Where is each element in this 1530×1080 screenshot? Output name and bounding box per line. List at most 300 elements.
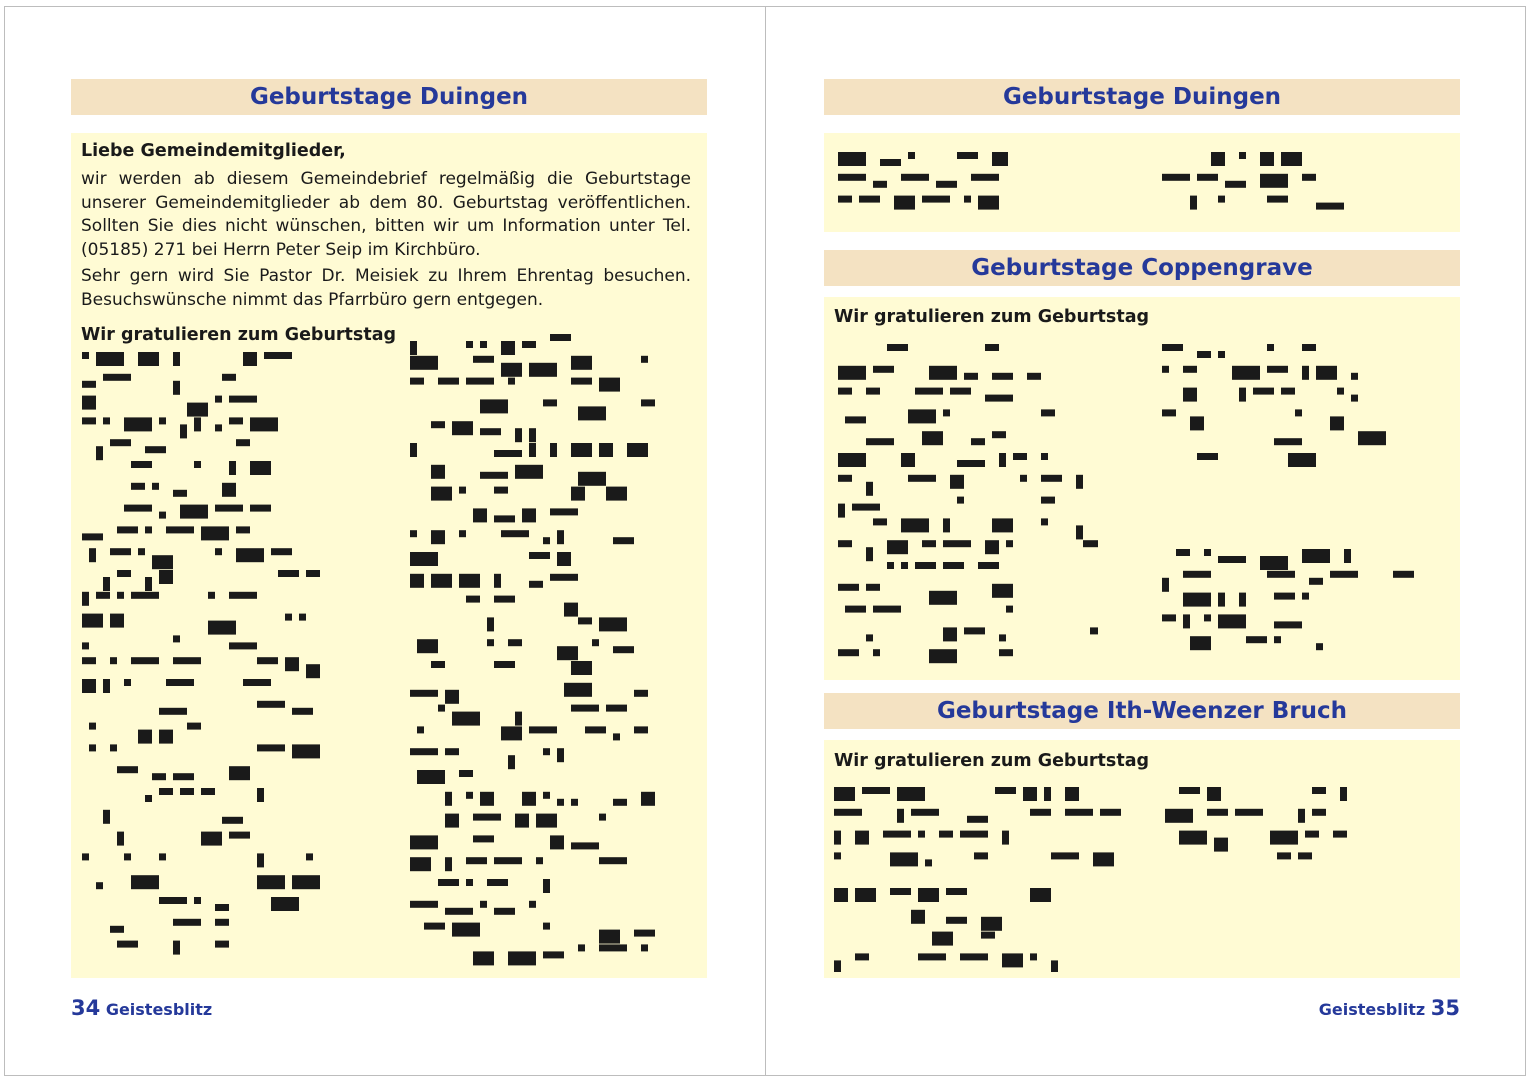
redaction-block bbox=[410, 857, 431, 871]
redaction-block bbox=[897, 809, 904, 823]
redaction-block bbox=[992, 152, 1008, 166]
redaction-block bbox=[838, 584, 859, 591]
redaction-block bbox=[201, 526, 229, 540]
footer-right bbox=[1319, 996, 1460, 1020]
redaction-block bbox=[634, 690, 648, 697]
redaction-block bbox=[873, 649, 880, 656]
redaction-block bbox=[410, 378, 424, 385]
intro-paragraph: wir werden ab diesem Gemeindebrief regelmäßig die Geburtstage unserer Gemeindemitglieder ab dem 80. Geburtstag veröffentlichen. Sollten Sie dies nicht wünschen, bitten wir um Information unter Tel. (05185) 271 bei Herrn Peter Seip im Kirchbüro. bbox=[81, 169, 691, 260]
redaction-block bbox=[180, 788, 194, 795]
redaction-block bbox=[571, 705, 599, 712]
redaction-block bbox=[838, 475, 852, 482]
redaction-block bbox=[1218, 196, 1225, 203]
redaction-block bbox=[494, 596, 515, 603]
redaction-block bbox=[911, 910, 925, 924]
redaction-block bbox=[838, 540, 852, 547]
redaction-block bbox=[838, 152, 866, 166]
redaction-block bbox=[459, 770, 473, 777]
redaction-block bbox=[995, 787, 1016, 794]
redaction-block bbox=[201, 832, 222, 846]
redaction-block bbox=[571, 661, 592, 675]
redaction-block bbox=[1239, 152, 1246, 159]
redaction-block bbox=[613, 646, 634, 653]
redaction-block bbox=[173, 490, 187, 497]
redaction-block bbox=[1330, 416, 1344, 430]
redaction-block bbox=[117, 941, 138, 948]
redaction-block bbox=[173, 919, 201, 926]
redaction-block bbox=[124, 679, 131, 686]
redaction-block bbox=[117, 570, 131, 577]
header-geburtstage-duingen-right: Geburtstage Duingen bbox=[824, 79, 1460, 115]
redaction-block bbox=[243, 352, 257, 366]
redaction-block bbox=[1267, 196, 1288, 203]
redaction-block bbox=[918, 953, 946, 960]
redaction-block bbox=[529, 428, 536, 442]
redaction-block bbox=[992, 431, 1006, 438]
redaction-block bbox=[1232, 366, 1260, 380]
redaction-block bbox=[82, 853, 89, 860]
redaction-block bbox=[410, 356, 438, 370]
redaction-block bbox=[438, 705, 445, 712]
redaction-block bbox=[1183, 366, 1197, 373]
redaction-block bbox=[1076, 525, 1083, 539]
redaction-block bbox=[943, 562, 964, 569]
redaction-block bbox=[529, 363, 557, 377]
redaction-block bbox=[529, 901, 536, 908]
redaction-block bbox=[834, 888, 848, 902]
redaction-block bbox=[571, 842, 599, 849]
redaction-block bbox=[1218, 556, 1246, 563]
redaction-block bbox=[529, 552, 550, 559]
footer-left bbox=[71, 996, 212, 1020]
redaction-block bbox=[250, 417, 278, 431]
redaction-block bbox=[180, 424, 187, 438]
redaction-block bbox=[1253, 388, 1274, 395]
redaction-block bbox=[529, 581, 543, 588]
redaction-block bbox=[634, 726, 648, 733]
redaction-block bbox=[96, 446, 103, 460]
redaction-block bbox=[901, 518, 929, 532]
redaction-block bbox=[838, 388, 852, 395]
redaction-block bbox=[1337, 388, 1344, 395]
redaction-block bbox=[1204, 549, 1211, 556]
redaction-block bbox=[1090, 627, 1098, 634]
redaction-block bbox=[1197, 174, 1218, 181]
redaction-block bbox=[159, 897, 187, 904]
redaction-block bbox=[292, 708, 313, 715]
redaction-block bbox=[438, 378, 459, 385]
redaction-block bbox=[915, 562, 936, 569]
redaction-block bbox=[194, 461, 201, 468]
redaction-block bbox=[117, 766, 138, 773]
redaction-block bbox=[1013, 453, 1027, 460]
redaction-block bbox=[1214, 838, 1228, 852]
redaction-block bbox=[999, 634, 1006, 641]
redaction-block bbox=[131, 875, 159, 889]
redaction-block bbox=[536, 814, 557, 828]
redaction-block bbox=[459, 574, 480, 588]
redaction-block bbox=[866, 388, 880, 395]
redaction-block bbox=[571, 378, 592, 385]
redaction-block bbox=[529, 443, 536, 457]
redaction-block bbox=[306, 853, 313, 860]
redaction-block bbox=[890, 852, 918, 866]
redaction-block bbox=[873, 606, 901, 613]
redaction-block bbox=[480, 341, 487, 348]
redaction-block bbox=[459, 487, 466, 494]
redaction-block bbox=[960, 831, 988, 838]
redaction-block bbox=[529, 726, 557, 733]
redaction-block bbox=[834, 852, 841, 859]
redaction-block bbox=[1207, 809, 1228, 816]
redaction-block bbox=[152, 555, 173, 569]
redaction-block bbox=[985, 540, 999, 554]
redaction-block bbox=[508, 951, 536, 965]
redaction-block bbox=[992, 373, 1013, 380]
redaction-block bbox=[971, 438, 985, 445]
redaction-block bbox=[1162, 578, 1169, 592]
redaction-block bbox=[1351, 373, 1358, 380]
header-geburtstage-duingen-left: Geburtstage Duingen bbox=[71, 79, 707, 115]
redaction-block bbox=[557, 646, 578, 660]
redaction-block bbox=[883, 831, 911, 838]
redaction-block bbox=[550, 574, 578, 581]
redaction-block bbox=[550, 443, 557, 457]
redaction-block bbox=[1316, 643, 1323, 650]
redaction-block bbox=[550, 508, 578, 515]
redaction-block bbox=[271, 548, 292, 555]
redaction-block bbox=[866, 634, 873, 641]
redaction-block bbox=[452, 712, 480, 726]
redaction-block bbox=[1274, 621, 1302, 628]
redacted-list-ith-col1 bbox=[834, 783, 1124, 873]
redaction-block bbox=[501, 530, 529, 537]
redaction-block bbox=[124, 853, 131, 860]
redaction-block bbox=[901, 174, 929, 181]
redaction-block bbox=[855, 953, 869, 960]
redaction-block bbox=[96, 882, 103, 889]
redaction-block bbox=[929, 649, 957, 663]
redaction-block bbox=[410, 690, 438, 697]
redaction-block bbox=[1302, 549, 1330, 563]
redaction-block bbox=[292, 875, 320, 889]
redaction-block bbox=[599, 930, 620, 944]
redaction-block bbox=[873, 518, 887, 525]
congrats-heading-ith: Wir gratulieren zum Geburtstag bbox=[834, 751, 1150, 771]
redaction-block bbox=[417, 639, 438, 653]
redaction-block bbox=[522, 792, 536, 806]
redaction-block bbox=[855, 831, 869, 845]
redaction-block bbox=[410, 901, 438, 908]
redaction-block bbox=[417, 726, 424, 733]
redaction-block bbox=[1260, 174, 1288, 188]
redacted-list-coppengrave-col1 bbox=[838, 340, 1098, 670]
redaction-block bbox=[82, 381, 96, 388]
redaction-block bbox=[1267, 366, 1288, 373]
redaction-block bbox=[1041, 453, 1048, 460]
redaction-block bbox=[536, 857, 543, 864]
redaction-block bbox=[950, 388, 971, 395]
redaction-block bbox=[222, 483, 236, 497]
redaction-block bbox=[410, 443, 417, 457]
redaction-block bbox=[911, 809, 939, 816]
redaction-block bbox=[606, 705, 627, 712]
redaction-block bbox=[838, 453, 866, 467]
redaction-block bbox=[887, 540, 908, 554]
redaction-block bbox=[1002, 953, 1023, 967]
redaction-block bbox=[1065, 787, 1079, 801]
redaction-block bbox=[473, 356, 494, 363]
redaction-block bbox=[1267, 571, 1295, 578]
redaction-block bbox=[257, 744, 285, 751]
redaction-block bbox=[641, 399, 655, 406]
redaction-block bbox=[543, 879, 550, 893]
redaction-block bbox=[159, 708, 187, 715]
redaction-block bbox=[564, 603, 578, 617]
redaction-block bbox=[410, 748, 438, 755]
redaction-block bbox=[1309, 578, 1323, 585]
redaction-block bbox=[1274, 593, 1295, 600]
redaction-block bbox=[250, 461, 271, 475]
redaction-block bbox=[229, 766, 250, 780]
redaction-block bbox=[1041, 497, 1055, 504]
redaction-block bbox=[957, 460, 985, 467]
redaction-block bbox=[599, 944, 627, 951]
redaction-block bbox=[445, 748, 459, 755]
redaction-block bbox=[1002, 831, 1009, 845]
redaction-block bbox=[1065, 809, 1093, 816]
redaction-block bbox=[473, 814, 501, 821]
redaction-block bbox=[908, 152, 915, 159]
redaction-block bbox=[1344, 549, 1351, 563]
redaction-block bbox=[1197, 453, 1218, 460]
redaction-block bbox=[943, 409, 950, 416]
redaction-block bbox=[1302, 366, 1309, 380]
redaction-block bbox=[173, 773, 194, 780]
redaction-block bbox=[845, 606, 866, 613]
redaction-block bbox=[257, 853, 264, 867]
redaction-block bbox=[173, 657, 201, 664]
redaction-block bbox=[1044, 787, 1051, 801]
redaction-block bbox=[173, 941, 180, 955]
redaction-block bbox=[508, 755, 515, 769]
redaction-block bbox=[285, 614, 292, 621]
redaction-block bbox=[473, 835, 494, 842]
redaction-block bbox=[634, 930, 655, 937]
redaction-block bbox=[543, 399, 557, 406]
redaction-block bbox=[1218, 614, 1246, 628]
redaction-block bbox=[946, 888, 967, 895]
redaction-block bbox=[1239, 388, 1246, 402]
redaction-block bbox=[922, 431, 943, 445]
redaction-block bbox=[494, 487, 508, 494]
redaction-block bbox=[592, 639, 599, 646]
redaction-block bbox=[159, 788, 173, 795]
redaction-block bbox=[215, 548, 222, 555]
redaction-block bbox=[110, 439, 131, 446]
redaction-block bbox=[173, 381, 180, 395]
redaction-block bbox=[964, 373, 978, 380]
redaction-block bbox=[494, 908, 515, 915]
redaction-block bbox=[894, 196, 915, 210]
redaction-block bbox=[834, 809, 862, 816]
redaction-block bbox=[838, 366, 866, 380]
redaction-block bbox=[243, 679, 271, 686]
redaction-block bbox=[999, 453, 1006, 467]
redaction-block bbox=[166, 526, 194, 533]
redaction-block bbox=[466, 596, 480, 603]
redaction-block bbox=[1041, 475, 1062, 482]
redaction-block bbox=[1162, 344, 1183, 351]
redaction-block bbox=[187, 723, 201, 730]
redaction-block bbox=[978, 196, 999, 210]
redaction-block bbox=[124, 417, 152, 431]
redaction-block bbox=[855, 888, 876, 902]
redaction-block bbox=[929, 366, 957, 380]
redaction-block bbox=[862, 787, 890, 794]
redaction-block bbox=[1197, 351, 1211, 358]
redaction-block bbox=[1076, 475, 1083, 489]
redaction-block bbox=[522, 341, 536, 348]
redaction-block bbox=[1298, 852, 1312, 859]
redaction-block bbox=[897, 787, 925, 801]
redaction-block bbox=[431, 661, 445, 668]
redaction-block bbox=[571, 443, 592, 457]
redaction-block bbox=[543, 537, 550, 544]
redaction-block bbox=[1020, 475, 1027, 482]
redaction-block bbox=[557, 552, 571, 566]
redaction-block bbox=[473, 951, 494, 965]
redaction-block bbox=[578, 472, 606, 486]
redaction-block bbox=[138, 548, 145, 555]
redaction-block bbox=[571, 799, 578, 806]
redaction-block bbox=[943, 627, 957, 641]
redaction-block bbox=[1211, 152, 1225, 166]
redaction-block bbox=[480, 399, 508, 413]
redaction-block bbox=[838, 649, 859, 656]
redaction-block bbox=[501, 726, 522, 740]
redaction-block bbox=[180, 505, 208, 519]
page-number-right: 35 bbox=[1430, 996, 1460, 1020]
redaction-block bbox=[466, 857, 487, 864]
redaction-block bbox=[159, 417, 166, 424]
redaction-block bbox=[887, 344, 908, 351]
redaction-block bbox=[96, 592, 110, 599]
redaction-block bbox=[445, 690, 459, 704]
redaction-block bbox=[236, 548, 264, 562]
redaction-block bbox=[1246, 636, 1267, 643]
redaction-block bbox=[1295, 409, 1302, 416]
redaction-block bbox=[431, 421, 445, 428]
redaction-block bbox=[845, 416, 866, 423]
redaction-block bbox=[264, 352, 292, 359]
redaction-block bbox=[145, 577, 152, 591]
redaction-block bbox=[1027, 373, 1041, 380]
redaction-block bbox=[1100, 809, 1121, 816]
redaction-block bbox=[1176, 549, 1190, 556]
redaction-block bbox=[501, 363, 522, 377]
redaction-block bbox=[145, 526, 152, 533]
redaction-block bbox=[466, 341, 473, 348]
redaction-block bbox=[82, 657, 96, 664]
redaction-block bbox=[159, 730, 173, 744]
redaction-block bbox=[543, 923, 550, 930]
redaction-block bbox=[194, 897, 201, 904]
redaction-block bbox=[410, 552, 438, 566]
redaction-block bbox=[117, 832, 124, 846]
redaction-block bbox=[866, 438, 894, 445]
redaction-block bbox=[971, 174, 999, 181]
redaction-block bbox=[82, 533, 103, 540]
redaction-block bbox=[873, 366, 894, 373]
redaction-block bbox=[922, 540, 936, 547]
congrats-heading-coppengrave: Wir gratulieren zum Geburtstag bbox=[834, 307, 1150, 327]
redaction-block bbox=[145, 795, 152, 802]
redacted-list-ith-col2 bbox=[1165, 783, 1365, 873]
redaction-block bbox=[110, 657, 117, 664]
redaction-block bbox=[131, 461, 152, 468]
redaction-block bbox=[208, 621, 236, 635]
redaction-block bbox=[1274, 438, 1302, 445]
redaction-block bbox=[557, 799, 564, 806]
redaction-block bbox=[1162, 614, 1176, 621]
redaction-block bbox=[229, 417, 243, 424]
redaction-block bbox=[82, 417, 96, 424]
redaction-block bbox=[571, 487, 585, 501]
redaction-block bbox=[306, 570, 320, 577]
redaction-block bbox=[1179, 831, 1207, 845]
redaction-block bbox=[82, 642, 89, 649]
redaction-block bbox=[873, 181, 887, 188]
redaction-block bbox=[838, 174, 866, 181]
redaction-block bbox=[557, 530, 564, 544]
redaction-block bbox=[515, 712, 522, 726]
redaction-block bbox=[1305, 831, 1319, 838]
redaction-block bbox=[431, 574, 452, 588]
redaction-block bbox=[880, 159, 901, 166]
redacted-list-coppengrave-col2a bbox=[1162, 340, 1392, 485]
redaction-block bbox=[1162, 409, 1176, 416]
redaction-block bbox=[82, 396, 96, 410]
redaction-block bbox=[838, 196, 852, 203]
redaction-block bbox=[1218, 593, 1225, 607]
redaction-block bbox=[1179, 787, 1200, 794]
redaction-block bbox=[138, 352, 159, 366]
redaction-block bbox=[613, 799, 627, 806]
redaction-block bbox=[410, 530, 417, 537]
redaction-block bbox=[908, 409, 936, 423]
redaction-block bbox=[222, 817, 243, 824]
redaction-block bbox=[957, 152, 978, 159]
redaction-block bbox=[1162, 174, 1190, 181]
redaction-block bbox=[599, 378, 620, 392]
redaction-block bbox=[543, 951, 564, 958]
redaction-block bbox=[487, 639, 494, 646]
redaction-block bbox=[103, 374, 131, 381]
redaction-block bbox=[487, 617, 494, 631]
redaction-block bbox=[445, 857, 452, 871]
redaction-block bbox=[215, 941, 229, 948]
redaction-block bbox=[890, 888, 911, 895]
redaction-block bbox=[1006, 606, 1013, 613]
redaction-block bbox=[834, 787, 855, 801]
redaction-block bbox=[494, 857, 522, 864]
redaction-block bbox=[285, 657, 299, 671]
redaction-block bbox=[110, 548, 131, 555]
redaction-block bbox=[515, 814, 529, 828]
redaction-block bbox=[925, 859, 932, 866]
redaction-block bbox=[257, 657, 278, 664]
